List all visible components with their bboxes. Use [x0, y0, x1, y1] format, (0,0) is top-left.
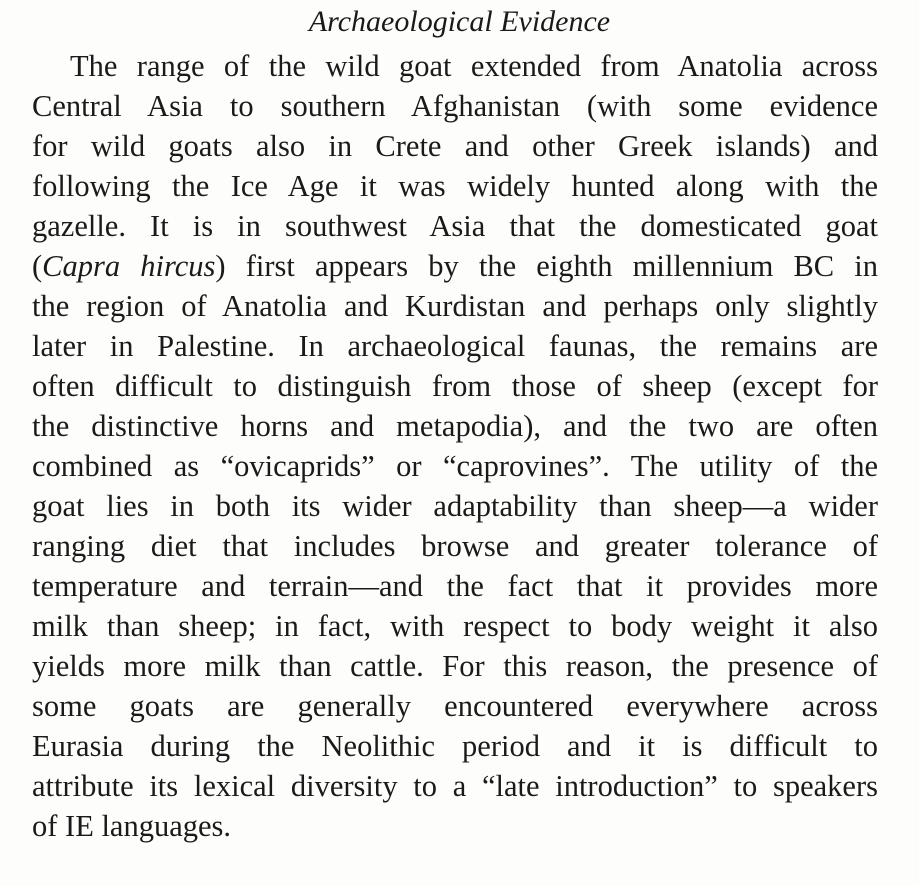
- line-text: (: [32, 249, 43, 283]
- paragraph-line: attribute its lexical diversity to a “late introduction” to speakers: [32, 769, 878, 803]
- section-heading: Archaeological Evidence: [308, 5, 611, 38]
- paragraph-line: for wild goats also in Crete and other Greek islands) and: [32, 129, 878, 163]
- paragraph-line: following the Ice Age it was widely hunted along with the: [32, 169, 878, 203]
- species-name: Capra hircus: [42, 249, 216, 283]
- paragraph-line: of IE languages.: [32, 809, 232, 843]
- paragraph-line: yields more milk than cattle. For this reason, the presence of: [32, 649, 878, 683]
- line-text: ) first appears by the eighth millennium BC in: [215, 249, 878, 283]
- paragraph-line: The range of the wild goat extended from Anatolia across: [70, 49, 878, 83]
- paragraph-line: Eurasia during the Neolithic period and it is difficult to: [32, 729, 878, 763]
- paragraph-line: milk than sheep; in fact, with respect to body weight it also: [32, 609, 878, 643]
- paragraph-line: [32, 246, 878, 286]
- paragraph-line: combined as “ovicaprids” or “caprovines”. The utility of the: [32, 449, 878, 483]
- paragraph-line: the distinctive horns and metapodia), and the two are often: [32, 409, 878, 443]
- paragraph-line: some goats are generally encountered everywhere across: [32, 689, 878, 723]
- paragraph-line: temperature and terrain—and the fact that it provides more: [32, 569, 878, 603]
- paragraph-line: later in Palestine. In archaeological faunas, the remains are: [32, 329, 878, 363]
- paragraph-line: Central Asia to southern Afghanistan (with some evidence: [32, 89, 878, 123]
- paragraph-line: goat lies in both its wider adaptability than sheep—a wider: [32, 489, 878, 523]
- paragraph-line: ranging diet that includes browse and greater tolerance of: [32, 529, 878, 563]
- paragraph-line: often difficult to distinguish from those of sheep (except for: [32, 369, 878, 403]
- paragraph-line: the region of Anatolia and Kurdistan and perhaps only slightly: [32, 289, 878, 323]
- paragraph-line: gazelle. It is in southwest Asia that the domesticated goat: [32, 209, 878, 243]
